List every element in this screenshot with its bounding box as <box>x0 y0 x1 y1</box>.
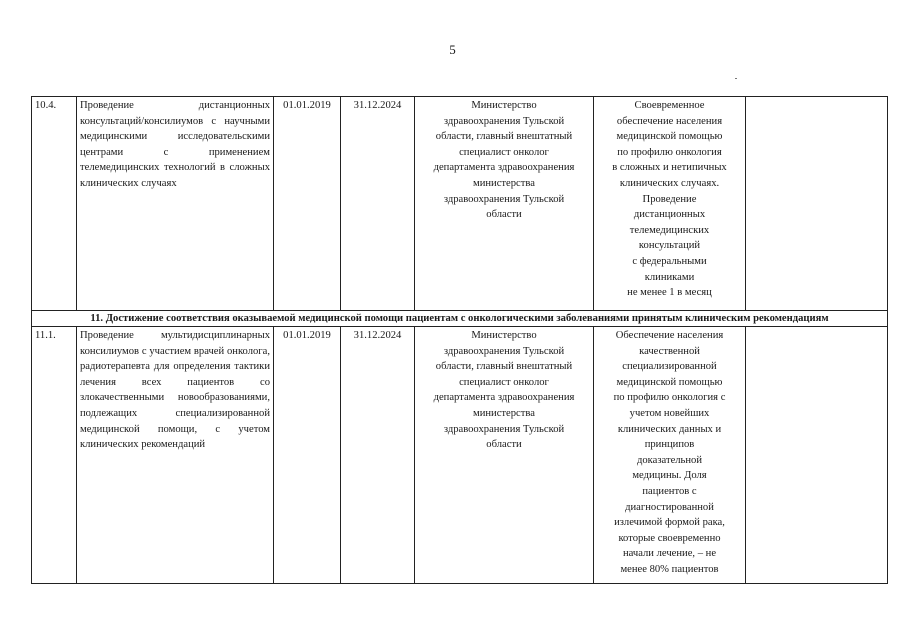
start-date: 01.01.2019 <box>274 97 341 311</box>
extra-cell <box>746 327 888 584</box>
executor-cell: Министерство здравоохранения Тульской области, главный внештатный специалист онколог департамента здравоохранения министерства здравоохранения Тульской области <box>415 97 594 311</box>
table-row <box>32 327 888 584</box>
end-date: 31.12.2024 <box>341 97 415 311</box>
result-cell: Своевременное обеспечение населения медицинской помощью по профилю онкология в сложных и нетипичных клинических случаях. Проведение дистанционных телемедицинских консультаций с федеральными клиниками не менее 1 в месяц <box>594 97 746 311</box>
measure-name: Проведение дистанционных консультаций/консилиумов с научными медицинскими исследовательскими центрами с применением телемедицинских технологий в сложных клинических случаях <box>77 97 274 311</box>
result-cell: Обеспечение населения качественной специализированной медицинской помощью по профилю онкология с учетом новейших клинических данных и принципов доказательной медицины. Доля пациентов с диагностированной излечимой формой рака, которые своевременно начали лечение, – не менее 80% пациентов <box>594 327 746 584</box>
end-date: 31.12.2024 <box>341 327 415 584</box>
measure-name: Проведение мультидисциплинарных консилиумов с участием врачей онколога, радиотерапевта для определения тактики лечения всех пациентов со злокачественными новообразованиями, подлежащих специализированной медицинской помощи, с учетом клинических рекомендаций <box>77 327 274 584</box>
row-number: 10.4. <box>32 97 77 311</box>
table-row <box>32 97 888 311</box>
section-heading: 11. Достижение соответствия оказываемой медицинской помощи пациентам с онкологическими заболеваниями принятым клиническим рекомендациям <box>32 311 888 327</box>
scan-dot <box>735 78 737 79</box>
measures-table <box>31 96 888 584</box>
row-number: 11.1. <box>32 327 77 584</box>
section-row <box>32 311 888 327</box>
page-number: 5 <box>449 42 456 57</box>
start-date: 01.01.2019 <box>274 327 341 584</box>
executor-cell: Министерство здравоохранения Тульской области, главный внештатный специалист онколог департамента здравоохранения министерства здравоохранения Тульской области <box>415 327 594 584</box>
extra-cell <box>746 97 888 311</box>
